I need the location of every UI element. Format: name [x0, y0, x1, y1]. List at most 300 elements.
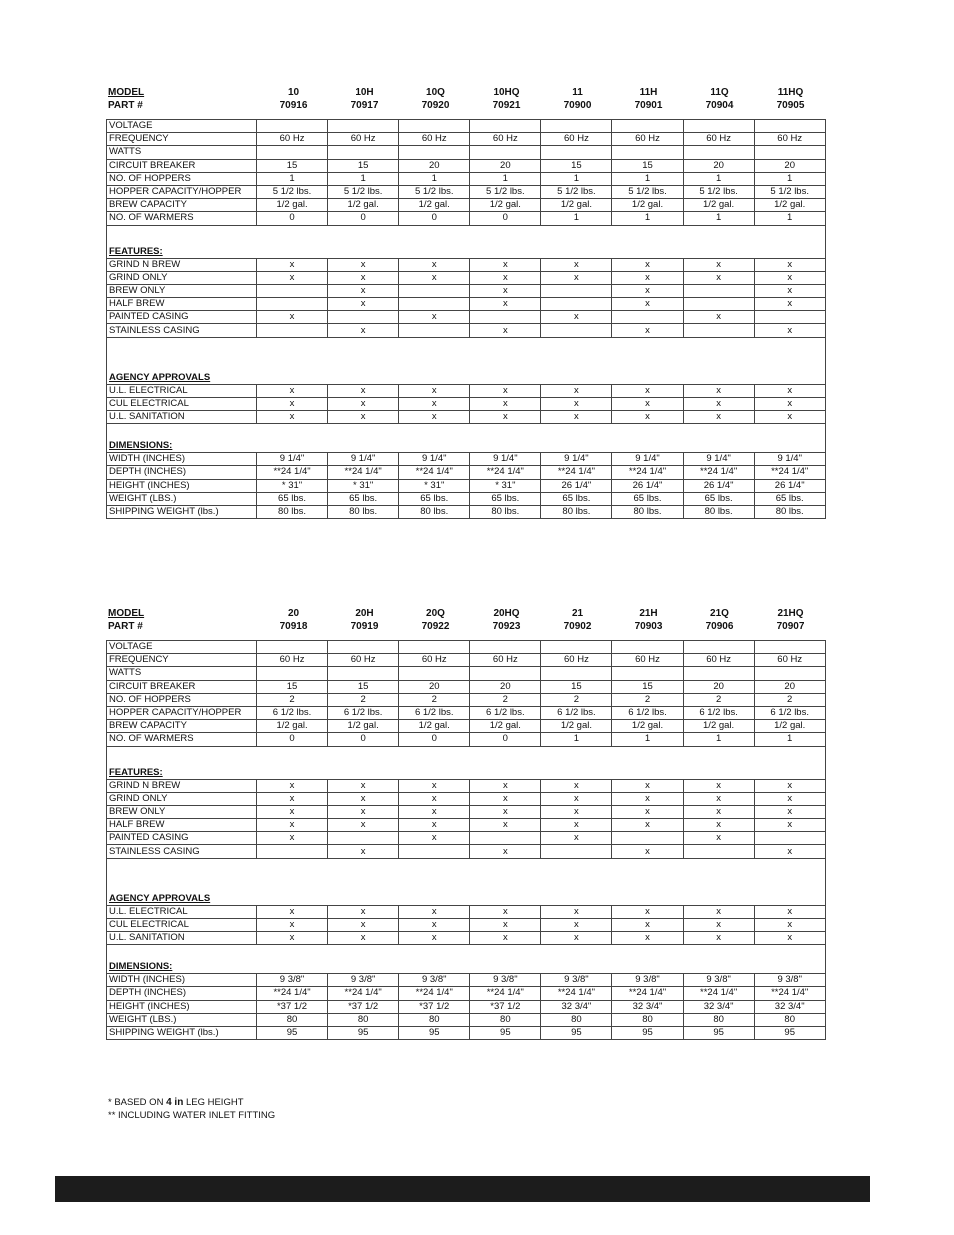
cell-value: 6 1/2 lbs.	[328, 706, 399, 719]
cell-value: 2	[470, 693, 541, 706]
table-row	[107, 133, 826, 146]
cell-value: x	[754, 258, 825, 271]
cell-value: x	[257, 411, 328, 424]
cell-value: x	[754, 932, 825, 945]
cell-value: **24 1/4"	[470, 987, 541, 1000]
cell-value: x	[683, 311, 754, 324]
cell-value: 15	[257, 159, 328, 172]
cell-value: 2	[612, 693, 683, 706]
cell-value: x	[683, 271, 754, 284]
cell-value	[257, 298, 328, 311]
table-row	[107, 1000, 826, 1013]
cell-value: x	[683, 779, 754, 792]
cell-value: 32 3/4"	[612, 1000, 683, 1013]
cell-value	[257, 120, 328, 133]
cell-value: 1	[541, 733, 612, 746]
cell-value: x	[612, 805, 683, 818]
cell-value: 95	[328, 1026, 399, 1039]
cell-value: 1	[612, 172, 683, 185]
cell-value	[683, 641, 754, 654]
cell-value: x	[754, 845, 825, 858]
cell-value	[399, 298, 470, 311]
cell-value: 80 lbs.	[399, 505, 470, 518]
model-header	[106, 607, 825, 635]
row-label: SHIPPING WEIGHT (lbs.)	[107, 1026, 257, 1039]
cell-value	[470, 667, 541, 680]
row-label: U.L. ELECTRICAL	[107, 384, 257, 397]
cell-value: x	[683, 397, 754, 410]
cell-value	[683, 146, 754, 159]
cell-value: 95	[257, 1026, 328, 1039]
table-row	[107, 720, 826, 733]
cell-value: x	[470, 298, 541, 311]
spec-grid	[106, 119, 826, 519]
cell-value: x	[754, 384, 825, 397]
cell-value: 1	[470, 172, 541, 185]
cell-value: x	[470, 271, 541, 284]
model-column-header	[542, 607, 613, 633]
table-row	[107, 1026, 826, 1039]
cell-value	[541, 284, 612, 297]
row-label: HEIGHT (INCHES)	[107, 1000, 257, 1013]
cell-value: x	[399, 832, 470, 845]
cell-value: x	[754, 779, 825, 792]
header-labels	[108, 607, 144, 633]
cell-value: 15	[541, 159, 612, 172]
cell-value: x	[683, 805, 754, 818]
part-number: 70903	[634, 621, 663, 632]
cell-value: x	[470, 918, 541, 931]
table-row	[107, 159, 826, 172]
model-number: 21	[571, 608, 584, 619]
cell-value: 20	[399, 680, 470, 693]
cell-value: 65 lbs.	[754, 492, 825, 505]
table-row	[107, 185, 826, 198]
cell-value: 65 lbs.	[541, 492, 612, 505]
cell-value: 26 1/4"	[683, 479, 754, 492]
footnote-prefix: * BASED ON	[108, 1097, 164, 1108]
row-label: CUL ELECTRICAL	[107, 918, 257, 931]
cell-value: 5 1/2 lbs.	[328, 185, 399, 198]
cell-value: 6 1/2 lbs.	[683, 706, 754, 719]
cell-value: 1	[612, 733, 683, 746]
table-row	[107, 479, 826, 492]
table-row	[107, 120, 826, 133]
cell-value: x	[612, 324, 683, 337]
row-label: STAINLESS CASING	[107, 324, 257, 337]
table-row	[107, 271, 826, 284]
part-number: 70920	[421, 100, 450, 111]
cell-value: x	[328, 397, 399, 410]
cell-value: x	[612, 298, 683, 311]
model-column-header	[613, 607, 684, 633]
cell-value: x	[541, 918, 612, 931]
cell-value: 65 lbs.	[257, 492, 328, 505]
cell-value: 1	[754, 733, 825, 746]
cell-value: x	[399, 819, 470, 832]
cell-value	[257, 667, 328, 680]
dimensions-section-header	[107, 424, 826, 453]
footnotes	[108, 1096, 275, 1122]
cell-value: x	[754, 397, 825, 410]
row-label: WATTS	[107, 146, 257, 159]
footnote-bold: 4 in	[166, 1097, 184, 1108]
model-number: 20HQ	[493, 608, 520, 619]
cell-value	[754, 832, 825, 845]
table-row	[107, 667, 826, 680]
cell-value: x	[612, 284, 683, 297]
cell-value: x	[541, 932, 612, 945]
cell-value: x	[541, 819, 612, 832]
part-number: 70902	[563, 621, 592, 632]
cell-value: 2	[399, 693, 470, 706]
cell-value: **24 1/4"	[754, 987, 825, 1000]
cell-value: x	[754, 805, 825, 818]
table-row	[107, 453, 826, 466]
cell-value: x	[612, 819, 683, 832]
cell-value: 60 Hz	[470, 133, 541, 146]
table-row	[107, 1013, 826, 1026]
cell-value: x	[683, 792, 754, 805]
agency-section-header	[107, 337, 826, 384]
cell-value: 1/2 gal.	[328, 720, 399, 733]
cell-value: x	[470, 411, 541, 424]
part-number: 70923	[492, 621, 521, 632]
cell-value	[754, 667, 825, 680]
cell-value: **24 1/4"	[683, 987, 754, 1000]
cell-value	[399, 667, 470, 680]
model-number: 10	[287, 87, 300, 98]
cell-value: 9 1/4"	[470, 453, 541, 466]
cell-value: 20	[399, 159, 470, 172]
cell-value: x	[470, 284, 541, 297]
cell-value: 80	[612, 1013, 683, 1026]
cell-value: x	[470, 258, 541, 271]
row-label: U.L. SANITATION	[107, 411, 257, 424]
cell-value: 60 Hz	[754, 133, 825, 146]
cell-value: x	[257, 905, 328, 918]
cell-value: 95	[683, 1026, 754, 1039]
cell-value: 65 lbs.	[399, 492, 470, 505]
table-row	[107, 654, 826, 667]
cell-value	[612, 146, 683, 159]
cell-value: x	[754, 918, 825, 931]
model-column-header	[755, 86, 826, 112]
cell-value: 2	[328, 693, 399, 706]
cell-value: 0	[257, 212, 328, 225]
cell-value: 65 lbs.	[612, 492, 683, 505]
cell-value: x	[754, 819, 825, 832]
cell-value	[470, 120, 541, 133]
cell-value: 6 1/2 lbs.	[541, 706, 612, 719]
cell-value	[257, 641, 328, 654]
cell-value: **24 1/4"	[612, 466, 683, 479]
cell-value	[541, 298, 612, 311]
cell-value: x	[541, 779, 612, 792]
row-label: HOPPER CAPACITY/HOPPER	[107, 185, 257, 198]
part-number: 70907	[776, 621, 805, 632]
cell-value: x	[257, 819, 328, 832]
table-row	[107, 505, 826, 518]
cell-value: 20	[754, 680, 825, 693]
table-row	[107, 258, 826, 271]
cell-value: x	[541, 805, 612, 818]
cell-value: x	[683, 384, 754, 397]
cell-value: x	[470, 397, 541, 410]
cell-value: x	[470, 792, 541, 805]
cell-value: 60 Hz	[612, 654, 683, 667]
spec-grid	[106, 640, 826, 1040]
cell-value: 1/2 gal.	[612, 720, 683, 733]
cell-value	[257, 324, 328, 337]
table-row	[107, 384, 826, 397]
cell-value	[683, 324, 754, 337]
cell-value: *37 1/2	[399, 1000, 470, 1013]
cell-value: x	[328, 271, 399, 284]
cell-value: 1/2 gal.	[399, 720, 470, 733]
cell-value	[683, 120, 754, 133]
cell-value: **24 1/4"	[328, 987, 399, 1000]
cell-value: 60 Hz	[683, 133, 754, 146]
cell-value	[612, 667, 683, 680]
row-label: HALF BREW	[107, 298, 257, 311]
part-label: PART #	[108, 100, 143, 111]
cell-value: x	[754, 271, 825, 284]
cell-value: **24 1/4"	[541, 987, 612, 1000]
cell-value: x	[257, 311, 328, 324]
agency-section-header	[107, 858, 826, 905]
cell-value	[328, 641, 399, 654]
cell-value: 0	[399, 212, 470, 225]
model-column-header	[542, 86, 613, 112]
part-number: 70918	[279, 621, 308, 632]
part-number: 70922	[421, 621, 450, 632]
cell-value: 9 3/8"	[399, 974, 470, 987]
cell-value: x	[470, 805, 541, 818]
table-row	[107, 411, 826, 424]
cell-value: 1	[541, 172, 612, 185]
table-row	[107, 641, 826, 654]
cell-value	[399, 324, 470, 337]
cell-value: x	[328, 298, 399, 311]
cell-value: x	[470, 932, 541, 945]
cell-value: x	[328, 258, 399, 271]
row-label: GRIND ONLY	[107, 792, 257, 805]
table-row	[107, 974, 826, 987]
cell-value: 60 Hz	[328, 133, 399, 146]
table-row	[107, 199, 826, 212]
cell-value: x	[541, 905, 612, 918]
model-number: 10HQ	[493, 87, 520, 98]
cell-value: x	[541, 311, 612, 324]
cell-value: 9 1/4"	[328, 453, 399, 466]
table-row	[107, 987, 826, 1000]
cell-value: 80 lbs.	[257, 505, 328, 518]
table-row	[107, 311, 826, 324]
features-section-header	[107, 746, 826, 779]
cell-value: x	[683, 932, 754, 945]
model-number: 10H	[355, 87, 374, 98]
row-label: GRIND ONLY	[107, 271, 257, 284]
cell-value: *37 1/2	[470, 1000, 541, 1013]
cell-value: 5 1/2 lbs.	[683, 185, 754, 198]
cell-value: 9 3/8"	[683, 974, 754, 987]
table-row	[107, 792, 826, 805]
table-row	[107, 832, 826, 845]
cell-value: x	[328, 932, 399, 945]
cell-value: 60 Hz	[257, 654, 328, 667]
cell-value: x	[257, 384, 328, 397]
row-label: FREQUENCY	[107, 654, 257, 667]
model-column-header	[329, 607, 400, 633]
cell-value: 0	[257, 733, 328, 746]
table-row	[107, 284, 826, 297]
cell-value: 80	[541, 1013, 612, 1026]
cell-value: x	[328, 918, 399, 931]
cell-value: x	[754, 324, 825, 337]
cell-value: 5 1/2 lbs.	[257, 185, 328, 198]
part-number: 70900	[563, 100, 592, 111]
cell-value	[541, 146, 612, 159]
cell-value: x	[328, 845, 399, 858]
cell-value: x	[470, 845, 541, 858]
part-number: 70917	[350, 100, 379, 111]
row-label: BREW CAPACITY	[107, 199, 257, 212]
model-number: 20H	[355, 608, 374, 619]
cell-value: * 31"	[328, 479, 399, 492]
cell-value: 20	[470, 680, 541, 693]
cell-value: 95	[470, 1026, 541, 1039]
cell-value: x	[541, 832, 612, 845]
row-label: FREQUENCY	[107, 133, 257, 146]
footnote-water-inlet: ** INCLUDING WATER INLET FITTING	[108, 1110, 276, 1121]
cell-value: 60 Hz	[541, 654, 612, 667]
model-column-header	[400, 86, 471, 112]
section-title: FEATURES:	[107, 746, 826, 779]
cell-value: 0	[470, 733, 541, 746]
row-label: DEPTH (INCHES)	[107, 466, 257, 479]
cell-value: x	[612, 271, 683, 284]
cell-value: 1/2 gal.	[399, 199, 470, 212]
row-label: NO. OF WARMERS	[107, 733, 257, 746]
cell-value	[541, 120, 612, 133]
dimensions-section-header	[107, 945, 826, 974]
cell-value: 32 3/4"	[683, 1000, 754, 1013]
table-row	[107, 680, 826, 693]
cell-value: 9 3/8"	[612, 974, 683, 987]
cell-value: x	[399, 384, 470, 397]
cell-value: 80 lbs.	[541, 505, 612, 518]
cell-value: 9 3/8"	[470, 974, 541, 987]
cell-value: 60 Hz	[257, 133, 328, 146]
cell-value: x	[612, 932, 683, 945]
cell-value: x	[541, 397, 612, 410]
row-label: CIRCUIT BREAKER	[107, 159, 257, 172]
footnote-suffix: LEG HEIGHT	[185, 1097, 244, 1108]
cell-value: 1/2 gal.	[683, 720, 754, 733]
cell-value: x	[612, 258, 683, 271]
row-label: CUL ELECTRICAL	[107, 397, 257, 410]
model-number: 21HQ	[777, 608, 804, 619]
cell-value: x	[541, 384, 612, 397]
model-number: 11H	[639, 87, 658, 98]
part-number: 70921	[492, 100, 521, 111]
model-number: 20	[287, 608, 300, 619]
cell-value: 95	[612, 1026, 683, 1039]
cell-value: 1/2 gal.	[257, 720, 328, 733]
row-label: NO. OF WARMERS	[107, 212, 257, 225]
cell-value: 80	[328, 1013, 399, 1026]
model-column-header	[471, 607, 542, 633]
header-labels	[108, 86, 144, 112]
row-label: PAINTED CASING	[107, 832, 257, 845]
table-row	[107, 918, 826, 931]
cell-value: x	[328, 792, 399, 805]
row-label: SHIPPING WEIGHT (lbs.)	[107, 505, 257, 518]
cell-value	[328, 120, 399, 133]
cell-value	[754, 120, 825, 133]
cell-value: x	[612, 779, 683, 792]
cell-value: 80	[470, 1013, 541, 1026]
cell-value	[470, 641, 541, 654]
cell-value	[328, 667, 399, 680]
cell-value: x	[399, 411, 470, 424]
spec-table-2	[106, 607, 825, 1040]
cell-value: x	[470, 779, 541, 792]
footnote-leg-height	[108, 1096, 275, 1109]
cell-value	[470, 146, 541, 159]
cell-value: 9 1/4"	[612, 453, 683, 466]
cell-value	[470, 311, 541, 324]
cell-value: x	[257, 932, 328, 945]
part-number: 70901	[634, 100, 663, 111]
cell-value: 15	[328, 159, 399, 172]
cell-value: x	[257, 918, 328, 931]
cell-value: 65 lbs.	[328, 492, 399, 505]
cell-value: 0	[470, 212, 541, 225]
section-title: AGENCY APPROVALS	[107, 858, 826, 905]
cell-value: x	[612, 905, 683, 918]
cell-value: 60 Hz	[470, 654, 541, 667]
cell-value	[683, 845, 754, 858]
cell-value: 5 1/2 lbs.	[541, 185, 612, 198]
table-row	[107, 212, 826, 225]
cell-value: 9 3/8"	[541, 974, 612, 987]
cell-value: x	[328, 905, 399, 918]
cell-value	[612, 832, 683, 845]
cell-value: 15	[328, 680, 399, 693]
cell-value	[399, 284, 470, 297]
row-label: DEPTH (INCHES)	[107, 987, 257, 1000]
cell-value: 60 Hz	[399, 654, 470, 667]
model-number: 10Q	[426, 87, 445, 98]
model-column-header	[684, 607, 755, 633]
row-label: VOLTAGE	[107, 641, 257, 654]
cell-value: 2	[754, 693, 825, 706]
cell-value: 20	[683, 680, 754, 693]
section-title: FEATURES:	[107, 225, 826, 258]
row-label: HEIGHT (INCHES)	[107, 479, 257, 492]
cell-value	[399, 641, 470, 654]
cell-value: * 31"	[470, 479, 541, 492]
cell-value: 0	[399, 733, 470, 746]
cell-value: 1/2 gal.	[541, 720, 612, 733]
cell-value: 80	[754, 1013, 825, 1026]
row-label: PAINTED CASING	[107, 311, 257, 324]
cell-value: x	[399, 905, 470, 918]
cell-value: x	[754, 298, 825, 311]
cell-value: 1/2 gal.	[470, 720, 541, 733]
